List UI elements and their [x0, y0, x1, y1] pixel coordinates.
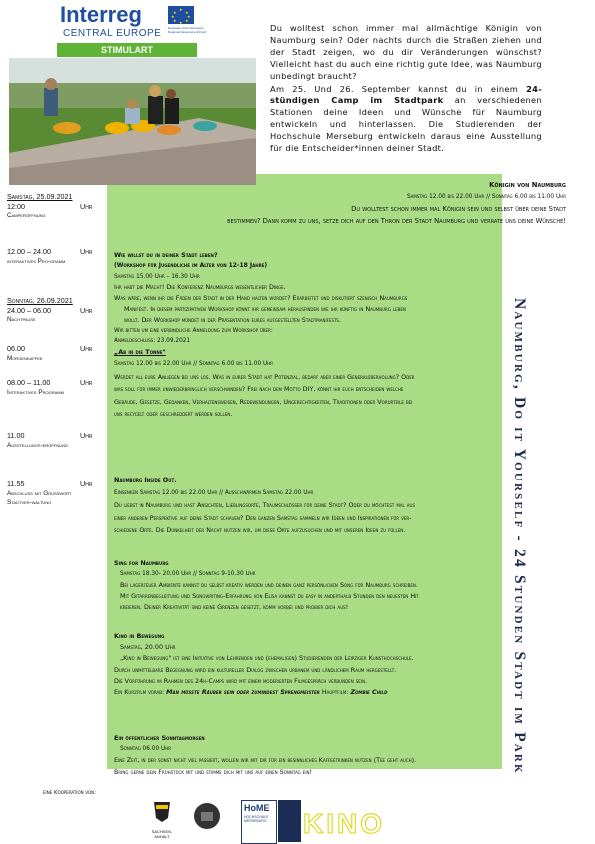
sachsen-anhalt-logo: SACHSEN-ANHALT: [144, 800, 180, 842]
schedule-item: 11.00 Uhr Ausstellungs-eröffnung: [7, 431, 93, 449]
intro-paragraph-2: Am 25. Und 26. September kannst du in einem 24-stündigen Camp im Stadtpark an verschiedenen Stationen deine Ideen und Wünsche für Naumburg entwickeln und hinterlassen. Die Studierenden der Hochschule Merseburg entwickeln daraus eine Ausstellung für die Entscheider*innen deiner Stadt.: [270, 83, 542, 154]
intro-highlight: 24-stündigen Camp im Stadtpark: [270, 83, 542, 106]
stimulart-banner: STIMULART: [57, 43, 197, 57]
event-sonntag: Ein öffentlicher Sonntagmorgen Sonntag 06.00 Uhr Eine Zeit, in der sonst nicht viel passiert, wollen wir mit dir für ein besinnliches Kaffeetrinken nutzen (Tee geht auch). Bring gerne dein Frühstück mit und stimme dich mit uns auf einen Sonntag ein!: [114, 734, 417, 776]
event-kino: Kino in Bewegung Samstag, 20.00 Uhr „Kino in Bewegung" ist eine Initiative von Lehrenden und (ehemaligen) Studierenden der Leipziger Kunsthochschule. Durch unmittelbare Begegnung wird ein kultureller Dialog zwischen urbanem und ländlichem Raum hergestellt. Die Vorführung im Rahmen des 24h-Camps wird mit einem moderierten Filmgespräch verbunden sein. Ein Kurzfilm vorab: Man müsste Räuber sein oder zumindest Sprengmeister Hauptfilm: Zombie Child: [114, 632, 414, 697]
cooperation-label: eine Kooperation von:: [43, 790, 97, 796]
schedule-item: Sonntag, 26.09.2021 24.00 – 06.00 Uhr Nachtpause: [7, 296, 93, 324]
event-workshop: Wie willst du in deiner Stadt leben? (Workshop für Jugendliche im Alter von 12-18 Jahre) Samstag 15.00 Uhr – 16.30 Uhr Ihr habt die Macht! Die Konferenz Naumburgs wesentlicher Dinge. Was wäre, wenn ihr die Fäden der Stadt in der Hand halten würdet? Erarbeitet und diskutiert szenisch Naumburgs Manifest. In diesem partizipativen Workshop könnt ihr gemeinsam herausfinden wie ihr künftig in Naumburg leben wollt. Der Workshop mündet in der Präsentation eures aufgestellten Stadtmanifests. Wir bitten um eine verbindliche Anmeldung zum Workshop über: Anmeldeschluss: 23.09.2021: [114, 251, 408, 345]
event-inside-out: Naumburg Inside Out. Einsenken Samstag 12.00 bis 22.00 Uhr // Ausschwärmen Samstag 22.00 Uhr Du liebst in Naumburg und hast Ansichten, Lieblingsorte, Traumschlösser für deine Stadt? Oder du möchtest mal aus einer anderen Perspektive auf deine Stadt schauen? Den ganzen Samstag sammeln wir Ideen und Inspirationen für ver- schiedene Orte. Die Dunkelheit der Nacht nutzen wir, um diese Orte aufzusuchen und mit unseren Ideen zu füllen.: [114, 476, 416, 535]
event-tonne: „Ab in die Tonne" Samstag 12.00 bis 22.00 Uhr // Sonntag 6.00 bis 11.00 Uhr Werdet all eure Anliegen bei uns los. Was in eurer Stadt hat Potenzial, bedarf aber einer Generalüberholung? Oder was soll für immer unwiederbringlich verschwinden? Frei nach dem Motto DIY, könnt ihr euch entscheiden welche Gebäude, Gesetze, Gedanken, Verhaltensweisen, Redewendungen, Ungerechtigkeiten, Traditionen oder Vorurteile bei uns recycelt oder geschreddert werden sollen.: [114, 348, 415, 419]
event-koenigin: Königin von Naumburg Samstag 12.00 bis 22.00 Uhr // Sonntag 6.00 bis 11.00 Uhr Du wolltest schon immer mal Königin sein und selbst über deine Stadt bestimmen? Dann komm zu uns, setze dich auf den Thron der Stadt Naumburg und verrate uns deine Wünsche!: [227, 181, 566, 225]
freiraum-logo: [186, 800, 228, 842]
kino-logo: KINO: [303, 800, 385, 842]
intro-paragraph-1: Du wolltest schon immer mal allmächtige Königin von Naumburg sein? Oder nachts durch die Straßen ziehen und der Stadt zeigen, wo du dir Veränderungen wünschst? Vielleicht hast du auch eine richtig gute Idee, was Naumburg unbedingt braucht?: [270, 23, 542, 81]
event-sing: Sing for Naumburg Samstag 18.30- 20.00 Uhr // Sonntag 9-10.30 Uhr Bei lagerfeuer Ambiente kannst du selbst kreativ werden und deinen ganz persönlichen Song für Naumburg schreiben. Mit Gitarrenbegleitung und Songwriting-Erfahrung von Elisa kannst du easy in anderthalb Stunden den neuesten Hit kreieren. Deiner Kreativität sind keine Grenzen gesetzt, komm vorbei und probier dich aus!: [114, 559, 419, 611]
schedule-item: 06.00 Uhr Morgenkaffee: [7, 344, 93, 362]
logo-subtitle: CENTRAL EUROPE: [63, 28, 162, 39]
partner-logo-dark: [278, 800, 301, 842]
logo-wordmark: Interreg: [60, 2, 142, 27]
schedule-item: 11.55 Uhr Abschluss mit Grußwort Stadtver-waltung: [7, 479, 93, 507]
schedule-item: 12.00 – 24.00 Uhr interaktives Pro-gramm: [7, 247, 93, 265]
hochschule-merseburg-logo: HoME HOCHSCHULE MERSEBURG: [241, 800, 277, 844]
eu-flag-icon: ★ ★ ★ ★ ★ ★ ★ ★: [168, 6, 194, 24]
schedule-item: 08.00 – 11.00 Uhr Interaktives Programm: [7, 378, 93, 396]
intro-text: [270, 23, 542, 156]
schedule-item: Samstag, 25.09.2021 12:00 Uhr Camperöffnung: [7, 192, 93, 220]
eu-fund-label: European Union European Regional Development Fund: [168, 26, 207, 34]
camp-photo: [9, 58, 256, 185]
